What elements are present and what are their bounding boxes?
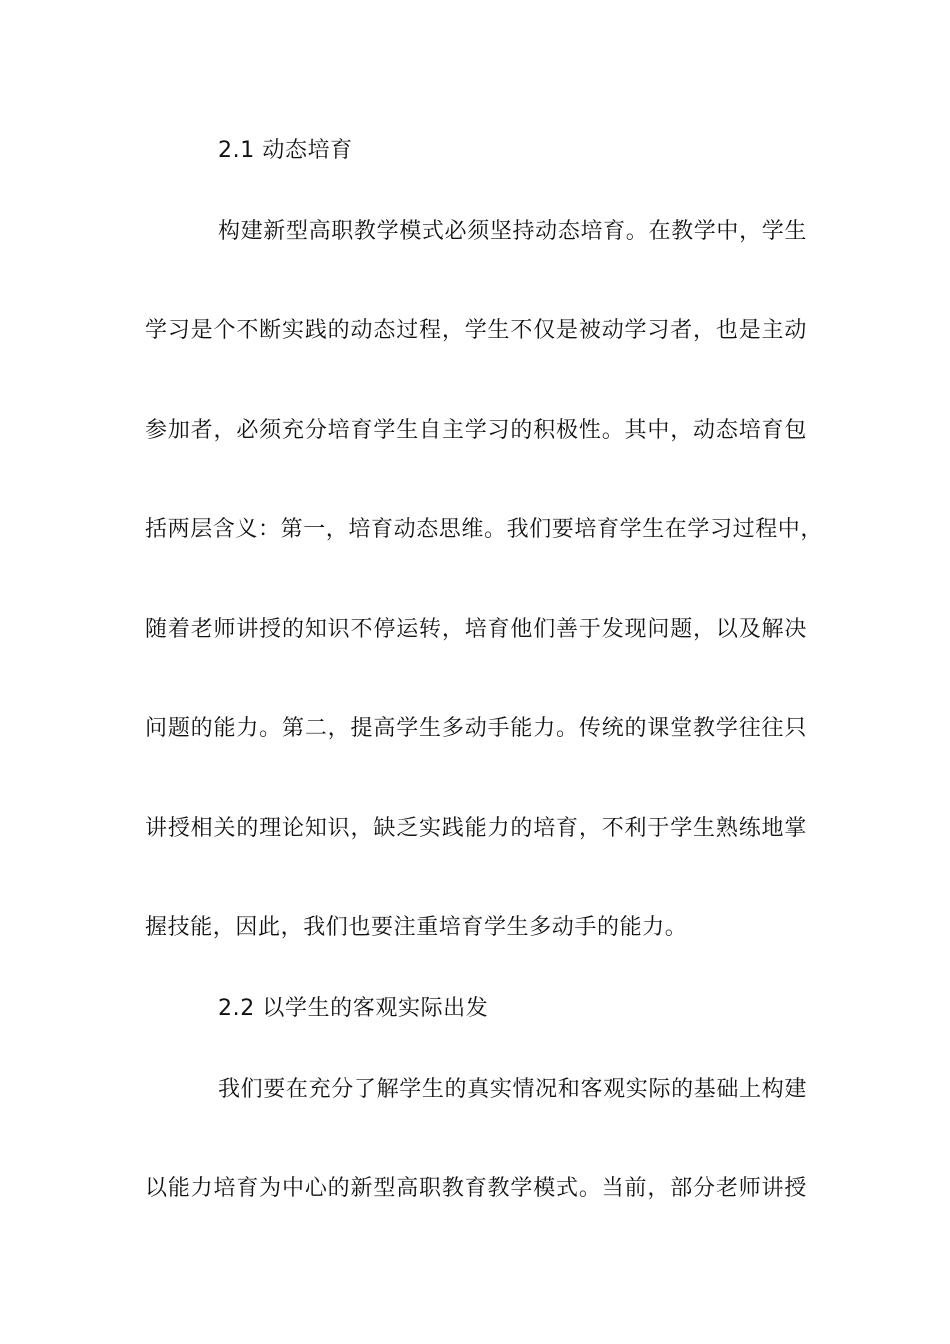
section-heading-2-1: 2.1 动态培育 xyxy=(218,138,353,163)
paragraph-line: 构建新型高职教学模式必须坚持动态培育。在教学中，学生 xyxy=(218,219,807,244)
section-heading-2-2: 2.2 以学生的客观实际出发 xyxy=(218,996,489,1021)
paragraph-line: 问题的能力。第二，提高学生多动手能力。传统的课堂教学往往只 xyxy=(145,716,807,741)
paragraph-line: 随着老师讲授的知识不停运转，培育他们善于发现问题，以及解决 xyxy=(145,617,807,642)
paragraph-line: 讲授相关的理论知识，缺乏实践能力的培育，不利于学生熟练地掌 xyxy=(145,816,807,841)
paragraph-line: 括两层含义：第一，培育动态思维。我们要培育学生在学习过程中， xyxy=(145,517,824,542)
paragraph-line-last: 握技能，因此，我们也要注重培育学生多动手的能力。 xyxy=(145,915,688,940)
paragraph-line: 学习是个不断实践的动态过程，学生不仅是被动学习者，也是主动 xyxy=(145,318,807,343)
paragraph-line: 参加者，必须充分培育学生自主学习的积极性。其中，动态培育包 xyxy=(145,418,807,443)
paragraph-line: 我们要在充分了解学生的真实情况和客观实际的基础上构建 xyxy=(218,1077,807,1102)
paragraph-line: 以能力培育为中心的新型高职教育教学模式。当前，部分老师讲授 xyxy=(145,1176,807,1201)
